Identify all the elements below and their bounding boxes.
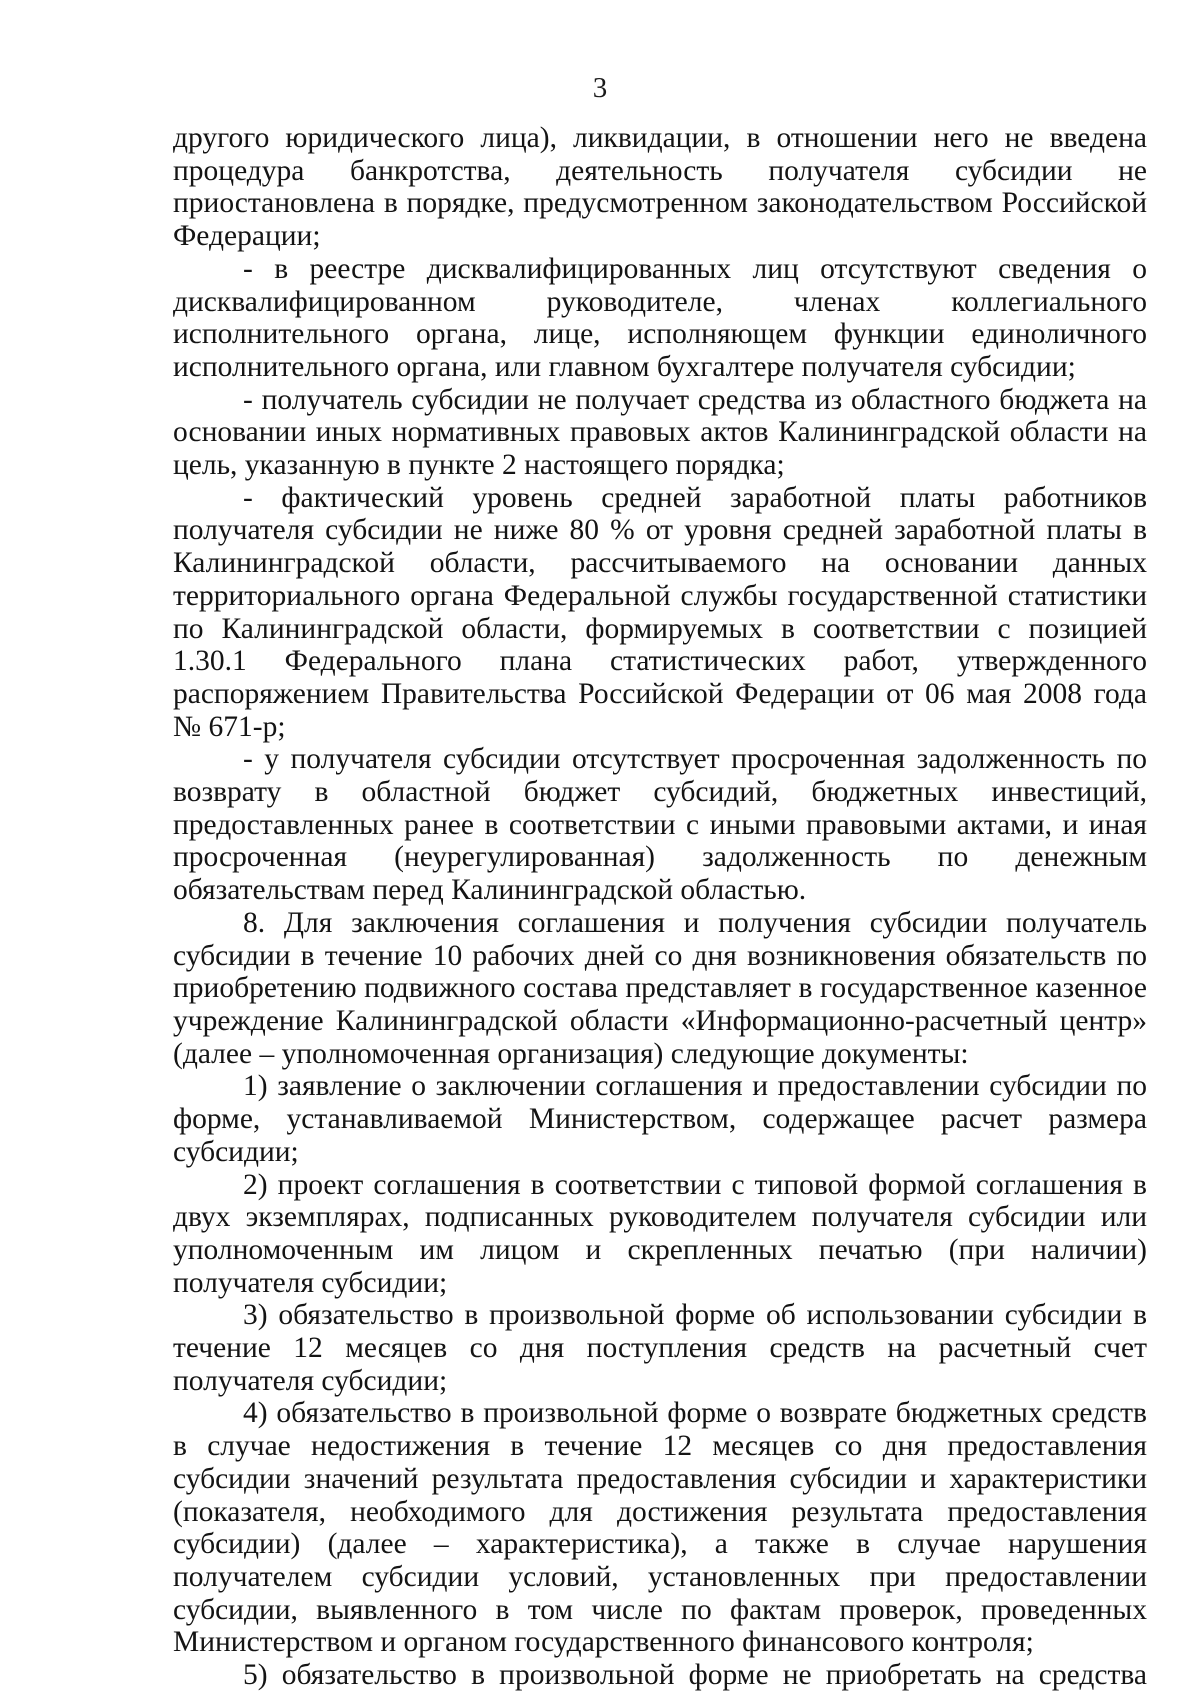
paragraph-item-8: 8. Для заключения соглашения и получения субсидии получатель субсидии в течение 10 рабочих дней со дня возникновения обязательств по приобретению подвижного состава представляет в государственное казенное учреждение Калининградской области «Информационно-расчетный центр» (далее – уполномоченная организация) следующие документы:: [173, 906, 1147, 1070]
paragraph-doc-4: 4) обязательство в произвольной форме о возврате бюджетных средств в случае недостижения в течение 12 месяцев со дня предоставления субсидии значений результата предоставления субсидии и характеристики (показателя, необходимого для достижения результата предоставления субсидии) (далее – характеристика), а также в случае нарушения получателем субсидии условий, установленных при предоставлении субсидии, выявленного в том числе по фактам проверок, проведенных Министерством и органом государственного финансового контроля;: [173, 1397, 1147, 1659]
paragraph-doc-2: 2) проект соглашения в соответствии с типовой формой соглашения в двух экземплярах, подписанных руководителем получателя субсидии или уполномоченным им лицом и скрепленных печатью (при наличии) получателя субсидии;: [173, 1168, 1147, 1299]
paragraph-other-funding: - получатель субсидии не получает средства из областного бюджета на основании иных нормативных правовых актов Калининградской области на цель, указанную в пункте 2 настоящего порядка;: [173, 383, 1147, 482]
page-number: 3: [592, 72, 608, 104]
paragraph-disqualified-persons: - в реестре дисквалифицированных лиц отсутствуют сведения о дисквалифицированном руководителе, членах коллегиального исполнительного органа, лице, исполняющем функции единоличного исполнительного органа, или главном бухгалтере получателя субсидии;: [173, 252, 1147, 383]
paragraph-doc-5: 5) обязательство в произвольной форме не приобретать на средства: [243, 1659, 1147, 1692]
paragraph-doc-1: 1) заявление о заключении соглашения и предоставлении субсидии по форме, устанавливаемой Министерством, содержащее расчет размера субсидии;: [173, 1070, 1147, 1168]
paragraph-overdue-debt: - у получателя субсидии отсутствует просроченная задолженность по возврату в областной бюджет субсидий, бюджетных инвестиций, предоставленных ранее в соответствии с иными правовыми актами, и иная просроченная (неурегулированная) задолженность по денежным обязательствам перед Калининградской областью.: [173, 743, 1147, 907]
paragraph-doc-3: 3) обязательство в произвольной форме об использовании субсидии в течение 12 месяцев со дня поступления средств на расчетный счет получателя субсидии;: [173, 1299, 1147, 1397]
paragraph-salary-level: - фактический уровень средней заработной платы работников получателя субсидии не ниже 80 % от уровня средней заработной платы в Калининградской области, рассчитываемого на основании данных территориального органа Федеральной службы государственной статистики по Калининградской области, формируемых в соответствии с позицией 1.30.1 Федерального плана статистических работ, утвержденного распоряжением Правительства Российской Федерации от 06 мая 2008 года № 671-р;: [173, 481, 1147, 743]
document-body: [173, 122, 1147, 1692]
paragraph-continuation: другого юридического лица), ликвидации, в отношении него не введена процедура банкротства, деятельность получателя субсидии не приостановлена в порядке, предусмотренном законодательством Российской Федерации;: [173, 122, 1147, 253]
